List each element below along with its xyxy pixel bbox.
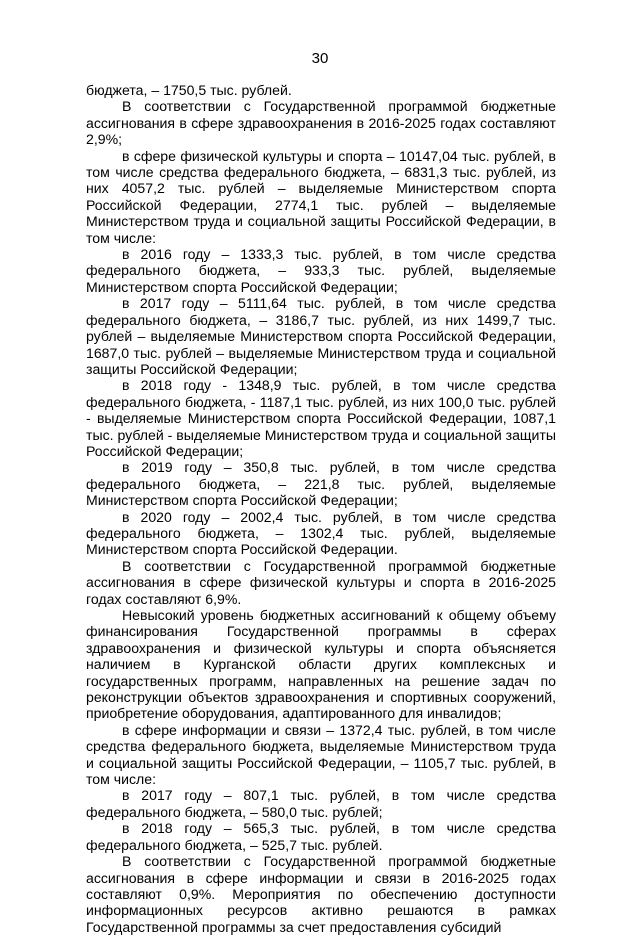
paragraph-budget-total-end: бюджета, – 1750,5 тыс. рублей. [86,82,292,98]
paragraph-sport-2020: в 2020 году – 2002,4 тыс. рублей, в том числе средства федерального бюджета, – 1302,4 тыс. рублей, выделяемые Министерством спорта Российской Федерации. [86,508,556,558]
paragraph-information-2017: в 2017 году – 807,1 тыс. рублей, в том числе средства федерального бюджета, – 580,0 тыс. рублей; [86,787,556,820]
paragraph-sport-total: в сфере физической культуры и спорта – 10147,04 тыс. рублей, в том числе средства федерального бюджета, – 6831,3 тыс. рублей, из них 4057,2 тыс. рублей – выделяемые Министерством спорта Российской Федерации, 2774,1 тыс. рублей – выделяемые Министерством труда и социальной защиты Российской Федерации, в том числе: [86,147,556,246]
paragraph-sport-2017: в 2017 году – 5111,64 тыс. рублей, в том числе средства федерального бюджета, – 3186,7 тыс. рублей, из них 1499,7 тыс. рублей – выделяемые Министерством спорта Российской Федерации, 1687,0 тыс. рублей – выделяемые Министерством труда и социальной защиты Российской Федерации; [86,295,556,377]
paragraph-sport-2019: в 2019 году – 350,8 тыс. рублей, в том числе средства федерального бюджета, – 221,8 тыс. рублей, выделяемые Министерством спорта Российской Федерации; [86,459,556,509]
paragraph-sport-share: В соответствии с Государственной программой бюджетные ассигнования в сфере физической культуры и спорта в 2016-2025 годах составляют 6,9%. [86,557,556,607]
paragraph-sport-2018: в 2018 году - 1348,9 тыс. рублей, в том числе средства федерального бюджета, - 1187,1 тыс. рублей, из них 100,0 тыс. рублей - выделяемые Министерством спорта Российской Федерации, 1087,1 тыс. рублей - выделяемые Министерством труда и социальной защиты Российской Федерации; [86,377,556,459]
paragraph-information-total: в сфере информации и связи – 1372,4 тыс. рублей, в том числе средства федерального бюджета, выделяемые Министерством труда и социальной защиты Российской Федерации, – 1105,7 тыс. рублей, в том числе: [86,721,556,788]
document-body [86,82,556,935]
page-number: 30 [311,50,329,67]
paragraph-low-level-explanation: Невысокий уровень бюджетных ассигнований к общему объему финансирования Государственной программы в сферах здравоохранения и физической культуры и спорта объясняется наличием в Курганской области других комплексных и государственных программ, направленных на решение задач по реконструкции объектов здравоохранения и спортивных сооружений, приобретение оборудования, адаптированного для инвалидов; [86,607,556,722]
paragraph-healthcare-share: В соответствии с Государственной программой бюджетные ассигнования в сфере здравоохранения в 2016-2025 годах составляют 2,9%; [86,98,556,148]
paragraph-sport-2016: в 2016 году – 1333,3 тыс. рублей, в том числе средства федерального бюджета, – 933,3 тыс. рублей, выделяемые Министерством спорта Российской Федерации; [86,246,556,295]
paragraph-information-share: В соответствии с Государственной программой бюджетные ассигнования в сфере информации и связи в 2016-2025 годах составляют 0,9%. Мероприятия по обеспечению доступности информационных ресурсов активно решаются в рамках Государственной программы за счет предоставления субсидий [86,853,556,935]
paragraph-information-2018: в 2018 году – 565,3 тыс. рублей, в том числе средства федерального бюджета, – 525,7 тыс. рублей. [86,820,556,853]
